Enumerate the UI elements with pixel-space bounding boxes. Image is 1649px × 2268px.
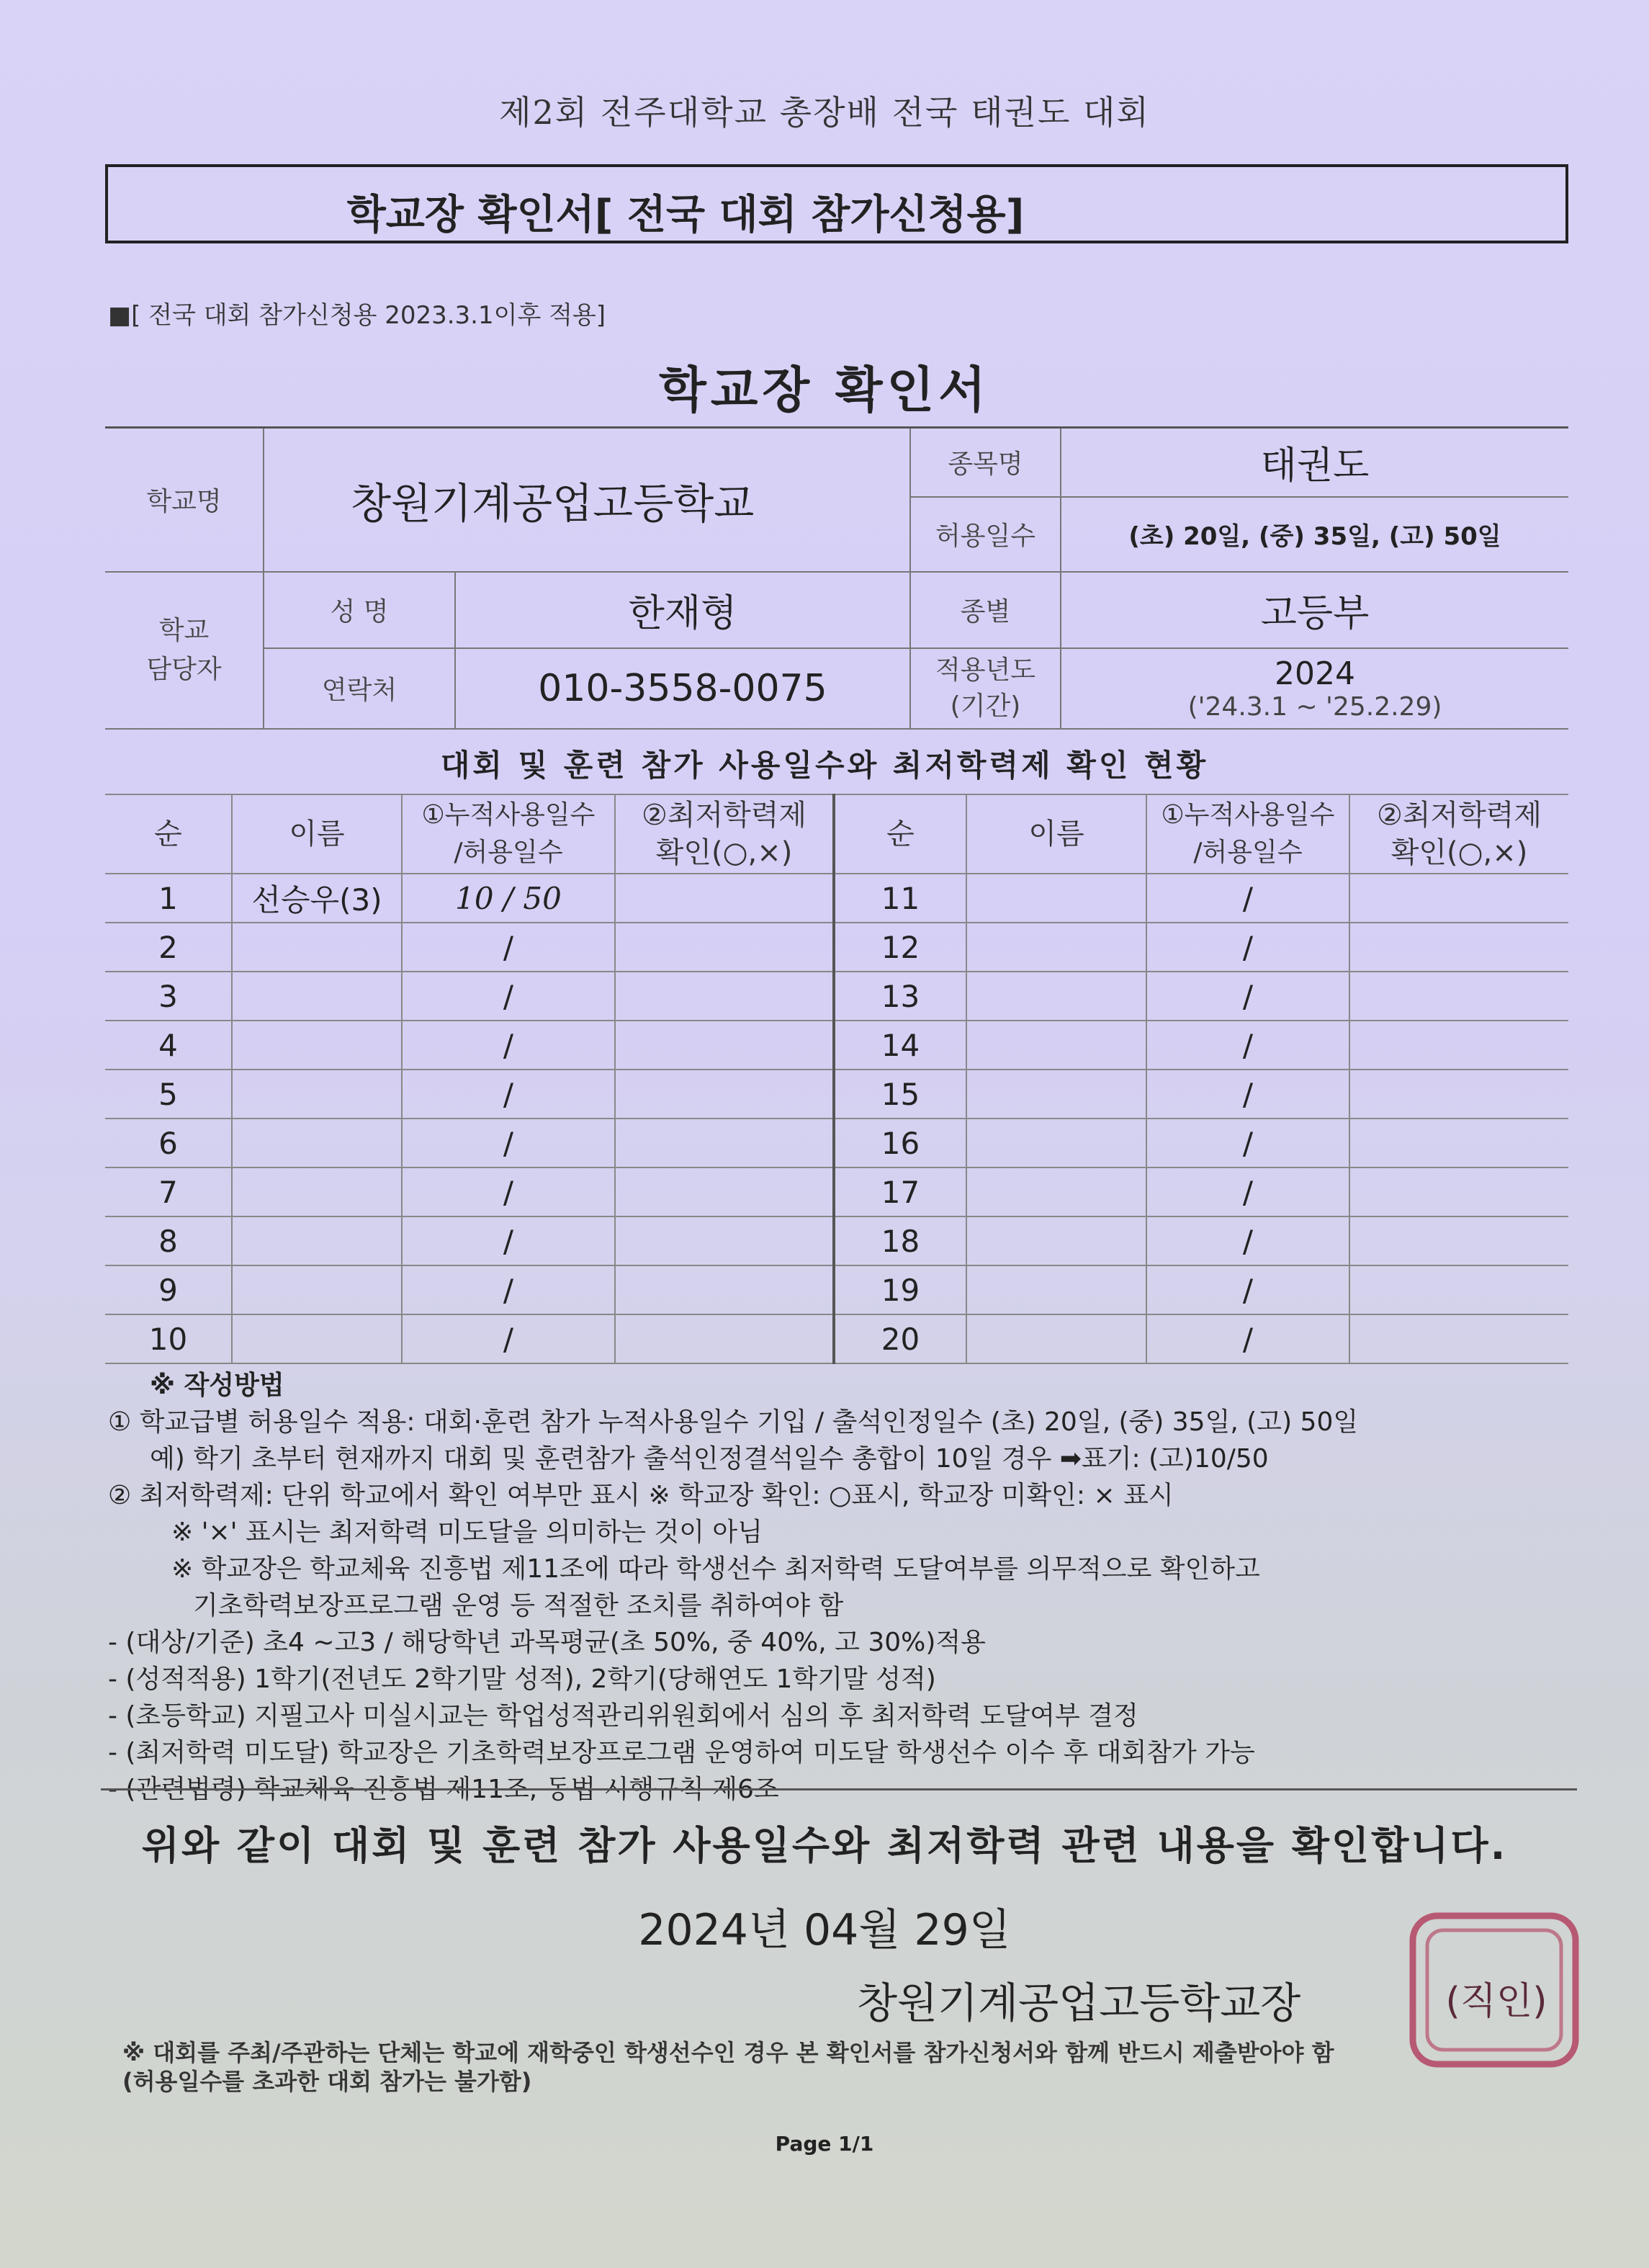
athlete-name <box>232 1070 402 1119</box>
academic-check <box>615 1216 834 1265</box>
row-number: 10 <box>105 1314 232 1363</box>
instruction-line: ※ '×' 표시는 최저학력 미도달을 의미하는 것이 아님 <box>171 1518 763 1547</box>
instruction-line: - (최저학력 미도달) 학교장은 기초학력보장프로그램 운영하여 미도달 학생선수 이수 후 대회참가 가능 <box>108 1738 1255 1767</box>
header-academic-line1: ②최저학력제 <box>641 799 807 832</box>
instructions <box>108 1367 1577 1808</box>
footer-note <box>122 2038 1599 2096</box>
allowed-days-value: (초) 20일, (중) 35일, (고) 50일 <box>1061 497 1568 572</box>
athlete-name <box>232 923 402 972</box>
academic-check <box>615 1314 834 1363</box>
used-days: / <box>1146 1314 1349 1363</box>
header-no: 순 <box>105 794 232 874</box>
instruction-line: - (대상/기준) 초4 ~고3 / 해당학년 과목평균(초 50%, 중 40%, 고 30%)적용 <box>108 1628 986 1657</box>
year-label-line2: (기간) <box>950 691 1021 721</box>
athlete-name <box>232 1314 402 1363</box>
academic-check <box>1349 1119 1568 1167</box>
row-number: 15 <box>834 1070 966 1119</box>
row-number: 6 <box>105 1119 232 1167</box>
athlete-name <box>966 1216 1146 1265</box>
row-number: 5 <box>105 1070 232 1119</box>
instruction-line: - (초등학교) 지필고사 미실시교는 학업성적관리위원회에서 심의 후 최저학력 도달여부 결정 <box>108 1701 1138 1731</box>
athlete-name <box>232 1021 402 1070</box>
athlete-name <box>966 1314 1146 1363</box>
academic-check <box>1349 874 1568 923</box>
phone-label: 연락처 <box>264 648 455 729</box>
row-number: 18 <box>834 1216 966 1265</box>
event-label: 종목명 <box>910 428 1061 497</box>
year-label-line1: 적용년도 <box>935 655 1036 685</box>
athlete-days-table <box>105 794 1568 1364</box>
athlete-name <box>966 1167 1146 1216</box>
athlete-name <box>232 1216 402 1265</box>
table-row <box>105 1314 1568 1363</box>
athlete-rows <box>105 874 1568 1363</box>
table-row <box>105 1021 1568 1070</box>
footer-line-2: (허용일수를 초과한 대회 참가는 불가함) <box>122 2068 532 2095</box>
row-number: 17 <box>834 1167 966 1216</box>
athlete-name <box>232 1167 402 1216</box>
used-days: / <box>1146 1119 1349 1167</box>
athlete-name <box>232 972 402 1021</box>
confirmation-statement: 위와 같이 대회 및 훈련 참가 사용일수와 최저학력 관련 내용을 확인합니다. <box>141 1823 1508 1868</box>
allowed-days-label: 허용일수 <box>910 497 1061 572</box>
issue-date: 2024년 04월 29일 <box>638 1905 1011 1955</box>
year-value: 2024 <box>1275 655 1355 692</box>
year-label <box>910 648 1061 729</box>
used-days: / <box>402 1070 615 1119</box>
athlete-name <box>966 1021 1146 1070</box>
academic-check <box>615 1070 834 1119</box>
academic-check <box>615 874 834 923</box>
row-number: 20 <box>834 1314 966 1363</box>
instruction-line: - (관련법령) 학교체육 진흥법 제11조, 동법 시행규칙 제6조 <box>108 1775 779 1804</box>
header-days-line1: ①누적사용일수 <box>421 800 596 830</box>
header-academic <box>615 794 834 874</box>
instruction-line: ① 학교급별 허용일수 적용: 대회·훈련 참가 누적사용일수 기입 / 출석인정일수 (초) 20일, (중) 35일, (고) 50일 <box>108 1407 1359 1437</box>
used-days: / <box>402 1167 615 1216</box>
academic-check <box>615 972 834 1021</box>
academic-check <box>1349 1216 1568 1265</box>
row-number: 7 <box>105 1167 232 1216</box>
instruction-line: ② 최저학력제: 단위 학교에서 확인 여부만 표시 ※ 학교장 확인: ○표시, 학교장 미확인: × 표시 <box>108 1481 1174 1510</box>
row-number: 1 <box>105 874 232 923</box>
header-academic-right <box>1349 794 1568 874</box>
category-label: 종별 <box>910 572 1061 648</box>
used-days: / <box>402 923 615 972</box>
row-number: 11 <box>834 874 966 923</box>
seal-mark: (직인) <box>1445 1980 1547 2023</box>
athlete-name <box>966 1265 1146 1314</box>
category-value: 고등부 <box>1061 572 1568 648</box>
header-days-right-line1: ①누적사용일수 <box>1161 800 1335 830</box>
school-label: 학교명 <box>105 428 264 572</box>
status-section-title: 대회 및 훈련 참가 사용일수와 최저학력제 확인 현황 <box>440 748 1209 783</box>
contact-label-line1: 학교 <box>158 615 210 645</box>
row-number: 12 <box>834 923 966 972</box>
school-info-table <box>105 426 1568 730</box>
instruction-line: 기초학력보장프로그램 운영 등 적절한 조치를 취하여야 함 <box>193 1591 844 1621</box>
used-days: / <box>1146 1021 1349 1070</box>
name-label: 성 명 <box>264 572 455 648</box>
header-days-right-line2: /허용일수 <box>1193 838 1303 867</box>
athlete-name <box>966 972 1146 1021</box>
page-number: Page 1/1 <box>775 2132 874 2156</box>
instruction-line: ※ 학교장은 학교체육 진흥법 제11조에 따라 학생선수 최저학력 도달여부를 의무적으로 확인하고 <box>171 1554 1260 1584</box>
row-number: 9 <box>105 1265 232 1314</box>
used-days: / <box>1146 972 1349 1021</box>
athlete-name <box>232 1265 402 1314</box>
instruction-line: 예) 학기 초부터 현재까지 대회 및 훈련참가 출석인정결석일수 총합이 10일 경우 ➡표기: (고)10/50 <box>150 1444 1269 1474</box>
used-days: / <box>402 1314 615 1363</box>
footer-line-1: ※ 대회를 주최/주관하는 단체는 학교에 재학중인 학생선수인 경우 본 확인서를 참가신청서와 함께 반드시 제출받아야 함 <box>122 2039 1334 2066</box>
period-value: ('24.3.1 ~ '25.2.29) <box>1187 691 1442 722</box>
header-days <box>402 794 615 874</box>
academic-check <box>615 923 834 972</box>
row-number: 3 <box>105 972 232 1021</box>
applicability-note: ■[ 전국 대회 참가신청용 2023.3.1이후 적용] <box>108 301 606 330</box>
used-days: / <box>1146 1070 1349 1119</box>
table-row <box>105 1265 1568 1314</box>
used-days: / <box>1146 1265 1349 1314</box>
name-value: 한재형 <box>455 572 910 648</box>
academic-check <box>1349 972 1568 1021</box>
row-number: 4 <box>105 1021 232 1070</box>
document-title: 학교장 확인서[ 전국 대회 참가신청용] <box>346 192 1025 238</box>
used-days: / <box>1146 874 1349 923</box>
table-row <box>105 874 1568 923</box>
used-days: / <box>402 1021 615 1070</box>
row-number: 16 <box>834 1119 966 1167</box>
academic-check <box>615 1119 834 1167</box>
academic-check <box>615 1265 834 1314</box>
used-days: / <box>402 1216 615 1265</box>
row-number: 8 <box>105 1216 232 1265</box>
academic-check <box>1349 1167 1568 1216</box>
row-number: 2 <box>105 923 232 972</box>
row-number: 13 <box>834 972 966 1021</box>
header-academic-right-line2: 확인(○,×) <box>1390 836 1528 869</box>
event-title: 제2회 전주대학교 총장배 전국 태권도 대회 <box>499 93 1150 132</box>
principal-signature-line: 창원기계공업고등학교장 <box>857 1978 1301 2027</box>
athlete-name <box>966 923 1146 972</box>
instruction-line: - (성적적용) 1학기(전년도 2학기말 성적), 2학기(당해연도 1학기말 성적) <box>108 1664 936 1694</box>
event-value: 태권도 <box>1061 428 1568 497</box>
phone-value: 010-3558-0075 <box>455 648 910 729</box>
used-days: / <box>1146 923 1349 972</box>
year-value-cell <box>1061 648 1568 729</box>
academic-check <box>615 1167 834 1216</box>
instructions-heading: ※ 작성방법 <box>150 1371 284 1400</box>
athlete-name <box>966 1070 1146 1119</box>
used-days: / <box>1146 1167 1349 1216</box>
contact-person-label <box>105 572 264 729</box>
header-academic-line2: 확인(○,×) <box>655 836 793 869</box>
table-row <box>105 1119 1568 1167</box>
header-name-right: 이름 <box>966 794 1146 874</box>
table-row <box>105 1216 1568 1265</box>
table-row <box>105 1070 1568 1119</box>
athlete-name <box>966 874 1146 923</box>
table-row <box>105 1167 1568 1216</box>
header-no-right: 순 <box>834 794 966 874</box>
used-days: / <box>402 1119 615 1167</box>
table-row <box>105 972 1568 1021</box>
used-days: / <box>402 1265 615 1314</box>
row-number: 14 <box>834 1021 966 1070</box>
academic-check <box>1349 1265 1568 1314</box>
header-academic-right-line1: ②최저학력제 <box>1376 799 1542 832</box>
row-number: 19 <box>834 1265 966 1314</box>
academic-check <box>615 1021 834 1070</box>
document-title-box <box>105 164 1568 243</box>
athlete-name <box>966 1119 1146 1167</box>
header-days-line2: /허용일수 <box>454 838 563 867</box>
academic-check <box>1349 1070 1568 1119</box>
school-name: 창원기계공업고등학교 <box>264 428 910 572</box>
academic-check <box>1349 1021 1568 1070</box>
header-days-right <box>1146 794 1349 874</box>
used-days: / <box>1146 1216 1349 1265</box>
divider <box>101 1788 1577 1790</box>
used-days: 10 / 50 <box>402 874 615 923</box>
athlete-name <box>232 1119 402 1167</box>
contact-label-line2: 담당자 <box>146 654 222 684</box>
table-row <box>105 923 1568 972</box>
used-days: / <box>402 972 615 1021</box>
academic-check <box>1349 923 1568 972</box>
header-name: 이름 <box>232 794 402 874</box>
page-title: 학교장 확인서 <box>659 362 990 419</box>
athlete-name: 선승우(3) <box>232 874 402 923</box>
academic-check <box>1349 1314 1568 1363</box>
